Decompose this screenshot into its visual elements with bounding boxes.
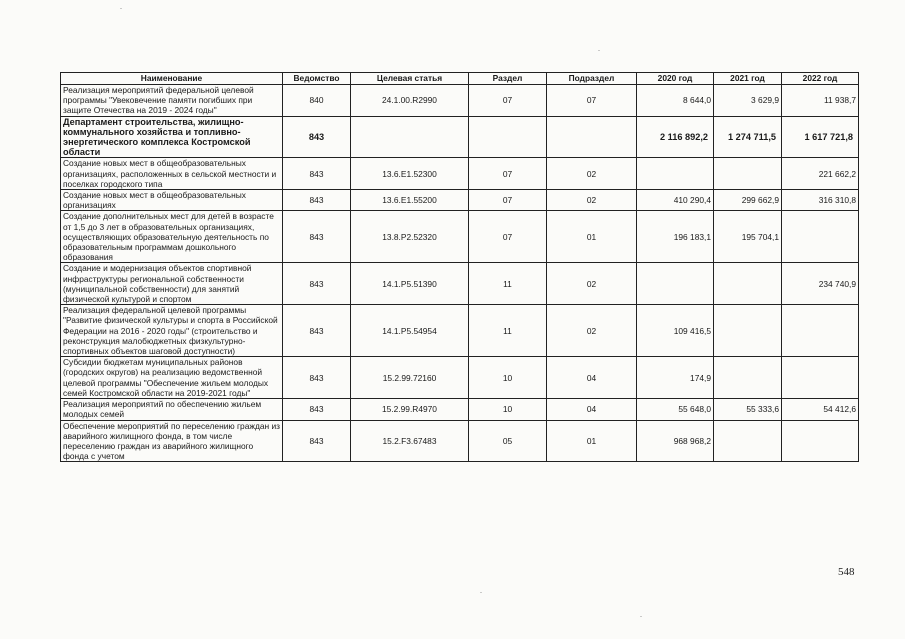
row-name: Обеспечение мероприятий по переселению граждан из аварийного жилищного фонда, в том числе переселению граждан из аварийного жилищного фонда с учетом (61, 420, 283, 462)
row-2020: 174,9 (637, 357, 714, 399)
header-2022: 2022 год (782, 73, 859, 85)
row-razdel: 07 (469, 211, 547, 263)
row-statya: 13.8.P2.52320 (351, 211, 469, 263)
header-razdel: Раздел (469, 73, 547, 85)
row-vedomstvo: 843 (283, 357, 351, 399)
row-statya: 14.1.P5.54954 (351, 305, 469, 357)
row-podrazdel: 02 (547, 158, 637, 190)
row-razdel: 05 (469, 420, 547, 462)
row-podrazdel (547, 116, 637, 158)
header-podrazdel: Подраздел (547, 73, 637, 85)
row-2020: 8 644,0 (637, 85, 714, 117)
row-2020: 109 416,5 (637, 305, 714, 357)
row-statya: 13.6.E1.55200 (351, 190, 469, 211)
row-2022 (782, 357, 859, 399)
row-name: Создание новых мест в общеобразовательных организациях, расположенных в сельской местности и поселках городского типа (61, 158, 283, 190)
budget-table (60, 72, 859, 462)
row-podrazdel: 04 (547, 357, 637, 399)
row-podrazdel: 02 (547, 190, 637, 211)
row-name: Создание дополнительных мест для детей в возрасте от 1,5 до 3 лет в образовательных организациях, осуществляющих образовательную деятельность по образовательным программам дошкольного образования (61, 211, 283, 263)
row-name: Реализация мероприятий по обеспечению жильем молодых семей (61, 399, 283, 420)
table-row (61, 190, 859, 211)
row-2021 (714, 420, 782, 462)
row-name: Реализация мероприятий федеральной целевой программы "Увековечение памяти погибших при защите Отечества на 2019 - 2024 годы" (61, 85, 283, 117)
row-2020 (637, 158, 714, 190)
row-podrazdel: 01 (547, 420, 637, 462)
row-2021 (714, 357, 782, 399)
row-2021: 55 333,6 (714, 399, 782, 420)
row-2022: 11 938,7 (782, 85, 859, 117)
row-2022: 234 740,9 (782, 263, 859, 305)
row-name: Департамент строительства, жилищно-коммунального хозяйства и топливно-энергетического комплекса Костромской области (61, 116, 283, 158)
row-2021: 299 662,9 (714, 190, 782, 211)
row-2020: 410 290,4 (637, 190, 714, 211)
table-row (61, 158, 859, 190)
page-number: 548 (838, 566, 855, 578)
row-podrazdel: 07 (547, 85, 637, 117)
row-razdel (469, 116, 547, 158)
row-vedomstvo: 843 (283, 116, 351, 158)
row-2022 (782, 211, 859, 263)
header-statya: Целевая статья (351, 73, 469, 85)
row-vedomstvo: 843 (283, 211, 351, 263)
row-2021 (714, 305, 782, 357)
row-vedomstvo: 843 (283, 420, 351, 462)
row-podrazdel: 01 (547, 211, 637, 263)
row-vedomstvo: 843 (283, 190, 351, 211)
row-vedomstvo: 843 (283, 399, 351, 420)
row-podrazdel: 02 (547, 305, 637, 357)
row-name: Создание новых мест в общеобразовательных организациях (61, 190, 283, 211)
table-row (61, 211, 859, 263)
row-name: Реализация федеральной целевой программы "Развитие физической культуры и спорта в Российской Федерации на 2016 - 2020 годы" (строительство и реконструкция малобюджетных физкультурно-спортивных объектов шаговой доступности) (61, 305, 283, 357)
row-2021: 195 704,1 (714, 211, 782, 263)
table-row (61, 85, 859, 117)
row-2020: 2 116 892,2 (637, 116, 714, 158)
row-2020: 968 968,2 (637, 420, 714, 462)
row-razdel: 07 (469, 85, 547, 117)
header-vedomstvo: Ведомство (283, 73, 351, 85)
row-vedomstvo: 843 (283, 158, 351, 190)
table-row (61, 263, 859, 305)
scan-speck (640, 616, 642, 617)
row-statya: 14.1.P5.51390 (351, 263, 469, 305)
row-vedomstvo: 840 (283, 85, 351, 117)
row-2022: 1 617 721,8 (782, 116, 859, 158)
row-2022 (782, 305, 859, 357)
row-razdel: 10 (469, 399, 547, 420)
row-2022: 54 412,6 (782, 399, 859, 420)
table-row (61, 357, 859, 399)
scan-speck (598, 50, 600, 51)
row-2022: 316 310,8 (782, 190, 859, 211)
row-2021: 3 629,9 (714, 85, 782, 117)
row-razdel: 07 (469, 158, 547, 190)
table-row (61, 399, 859, 420)
row-2021 (714, 158, 782, 190)
table-row-department (61, 116, 859, 158)
header-name: Наименование (61, 73, 283, 85)
row-statya: 15.2.99.R4970 (351, 399, 469, 420)
row-2020 (637, 263, 714, 305)
row-vedomstvo: 843 (283, 263, 351, 305)
scan-speck (480, 592, 482, 593)
scan-speck (120, 8, 122, 9)
table-header-row (61, 73, 859, 85)
row-2022: 221 662,2 (782, 158, 859, 190)
row-2022 (782, 420, 859, 462)
table-row (61, 420, 859, 462)
row-2021: 1 274 711,5 (714, 116, 782, 158)
row-statya (351, 116, 469, 158)
header-2021: 2021 год (714, 73, 782, 85)
row-statya: 13.6.E1.52300 (351, 158, 469, 190)
row-razdel: 11 (469, 305, 547, 357)
table-row (61, 305, 859, 357)
row-statya: 15.2.99.72160 (351, 357, 469, 399)
row-2020: 196 183,1 (637, 211, 714, 263)
row-name: Субсидии бюджетам муниципальных районов (городских округов) на реализацию ведомственной целевой программы "Обеспечение жильем молодых семей Костромской области на 2019-2021 годы" (61, 357, 283, 399)
row-vedomstvo: 843 (283, 305, 351, 357)
row-razdel: 07 (469, 190, 547, 211)
row-2021 (714, 263, 782, 305)
row-podrazdel: 02 (547, 263, 637, 305)
row-razdel: 10 (469, 357, 547, 399)
row-name: Создание и модернизация объектов спортивной инфраструктуры региональной собственности (муниципальной собственности) для занятий физической культурой и спортом (61, 263, 283, 305)
header-2020: 2020 год (637, 73, 714, 85)
row-2020: 55 648,0 (637, 399, 714, 420)
row-podrazdel: 04 (547, 399, 637, 420)
row-statya: 24.1.00.R2990 (351, 85, 469, 117)
row-razdel: 11 (469, 263, 547, 305)
row-statya: 15.2.F3.67483 (351, 420, 469, 462)
